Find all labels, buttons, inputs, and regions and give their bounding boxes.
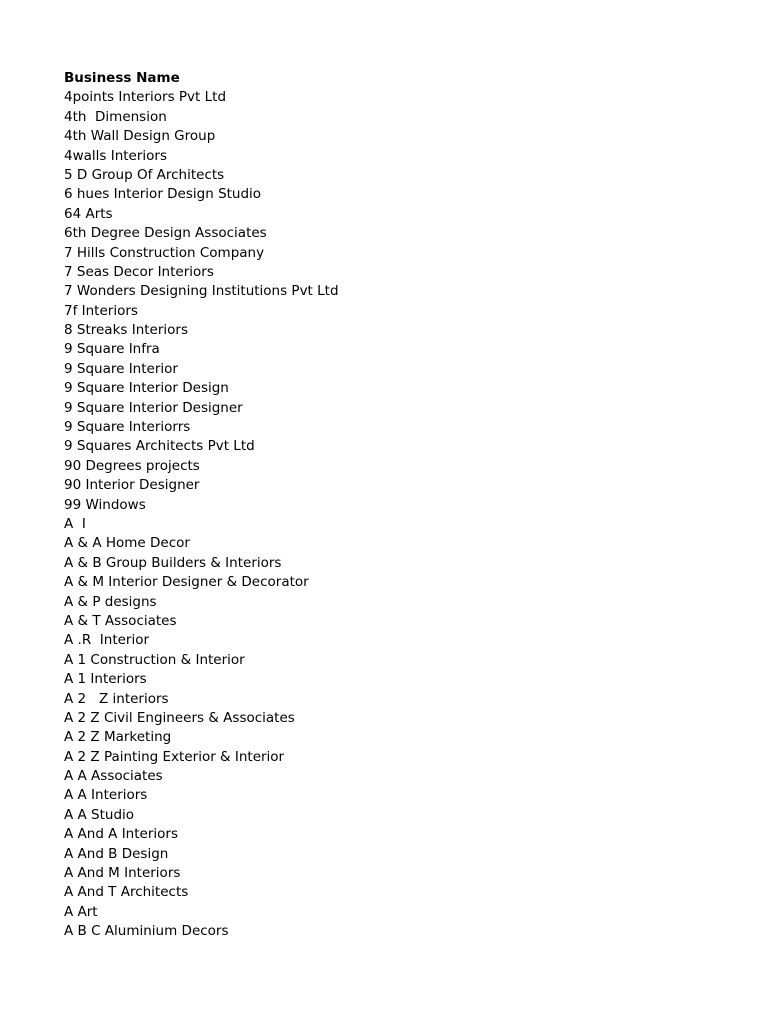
business-name-row: A 2 Z Marketing bbox=[64, 729, 172, 746]
business-name-row: A I bbox=[64, 515, 86, 532]
business-name-row: A And M Interiors bbox=[64, 865, 181, 882]
business-name-row: A 1 Interiors bbox=[64, 671, 147, 688]
business-name-row: 99 Windows bbox=[64, 496, 146, 513]
business-name-row: 4th Wall Design Group bbox=[64, 128, 216, 145]
business-name-row: 7 Hills Construction Company bbox=[64, 244, 265, 261]
business-name-row: A & P designs bbox=[64, 593, 157, 610]
business-name-row: 9 Squares Architects Pvt Ltd bbox=[64, 438, 255, 455]
business-name-row: A A Studio bbox=[64, 806, 135, 823]
business-name-row: 90 Degrees projects bbox=[64, 457, 200, 474]
business-name-row: 5 D Group Of Architects bbox=[64, 166, 225, 183]
business-name-row: 7 Seas Decor Interiors bbox=[64, 263, 214, 280]
business-name-row: A & T Associates bbox=[64, 612, 177, 629]
business-name-row: A Art bbox=[64, 903, 98, 920]
business-list-sheet bbox=[64, 69, 744, 942]
business-name-row: 90 Interior Designer bbox=[64, 477, 200, 494]
business-name-row: 9 Square Interior bbox=[64, 360, 178, 377]
business-name-row: 9 Square Interiorrs bbox=[64, 419, 191, 436]
business-name-row: A .R Interior bbox=[64, 632, 150, 649]
business-name-row: 7 Wonders Designing Institutions Pvt Ltd bbox=[64, 283, 339, 300]
business-name-row: A And B Design bbox=[64, 845, 169, 862]
business-name-row: 4points Interiors Pvt Ltd bbox=[64, 89, 227, 106]
business-name-row: 8 Streaks Interiors bbox=[64, 322, 188, 339]
business-name-row: 4th Dimension bbox=[64, 108, 167, 125]
business-name-row: 6 hues Interior Design Studio bbox=[64, 186, 262, 203]
business-name-row: 7f Interiors bbox=[64, 302, 138, 319]
business-name-list bbox=[64, 88, 744, 941]
business-name-row: A 2 Z Painting Exterior & Interior bbox=[64, 748, 285, 765]
business-name-row: A B C Aluminium Decors bbox=[64, 923, 229, 940]
business-name-row: A & A Home Decor bbox=[64, 535, 190, 552]
business-name-row: A & M Interior Designer & Decorator bbox=[64, 574, 309, 591]
business-name-row: A A Interiors bbox=[64, 787, 148, 804]
column-header: Business Name bbox=[64, 70, 180, 86]
business-name-row: A & B Group Builders & Interiors bbox=[64, 554, 282, 571]
business-name-row: A 2 Z Civil Engineers & Associates bbox=[64, 709, 295, 726]
business-name-row: 9 Square Interior Designer bbox=[64, 399, 243, 416]
business-name-row: A A Associates bbox=[64, 768, 163, 785]
business-name-row: 64 Arts bbox=[64, 205, 113, 222]
business-name-row: A And T Architects bbox=[64, 884, 189, 901]
business-name-row: 4walls Interiors bbox=[64, 147, 168, 164]
business-name-row: 9 Square Interior Design bbox=[64, 380, 229, 397]
business-name-row: A And A Interiors bbox=[64, 826, 178, 843]
business-name-row: 9 Square Infra bbox=[64, 341, 160, 358]
business-name-row: A 2 Z interiors bbox=[64, 690, 169, 707]
business-name-row: A 1 Construction & Interior bbox=[64, 651, 245, 668]
business-name-row: 6th Degree Design Associates bbox=[64, 225, 267, 242]
